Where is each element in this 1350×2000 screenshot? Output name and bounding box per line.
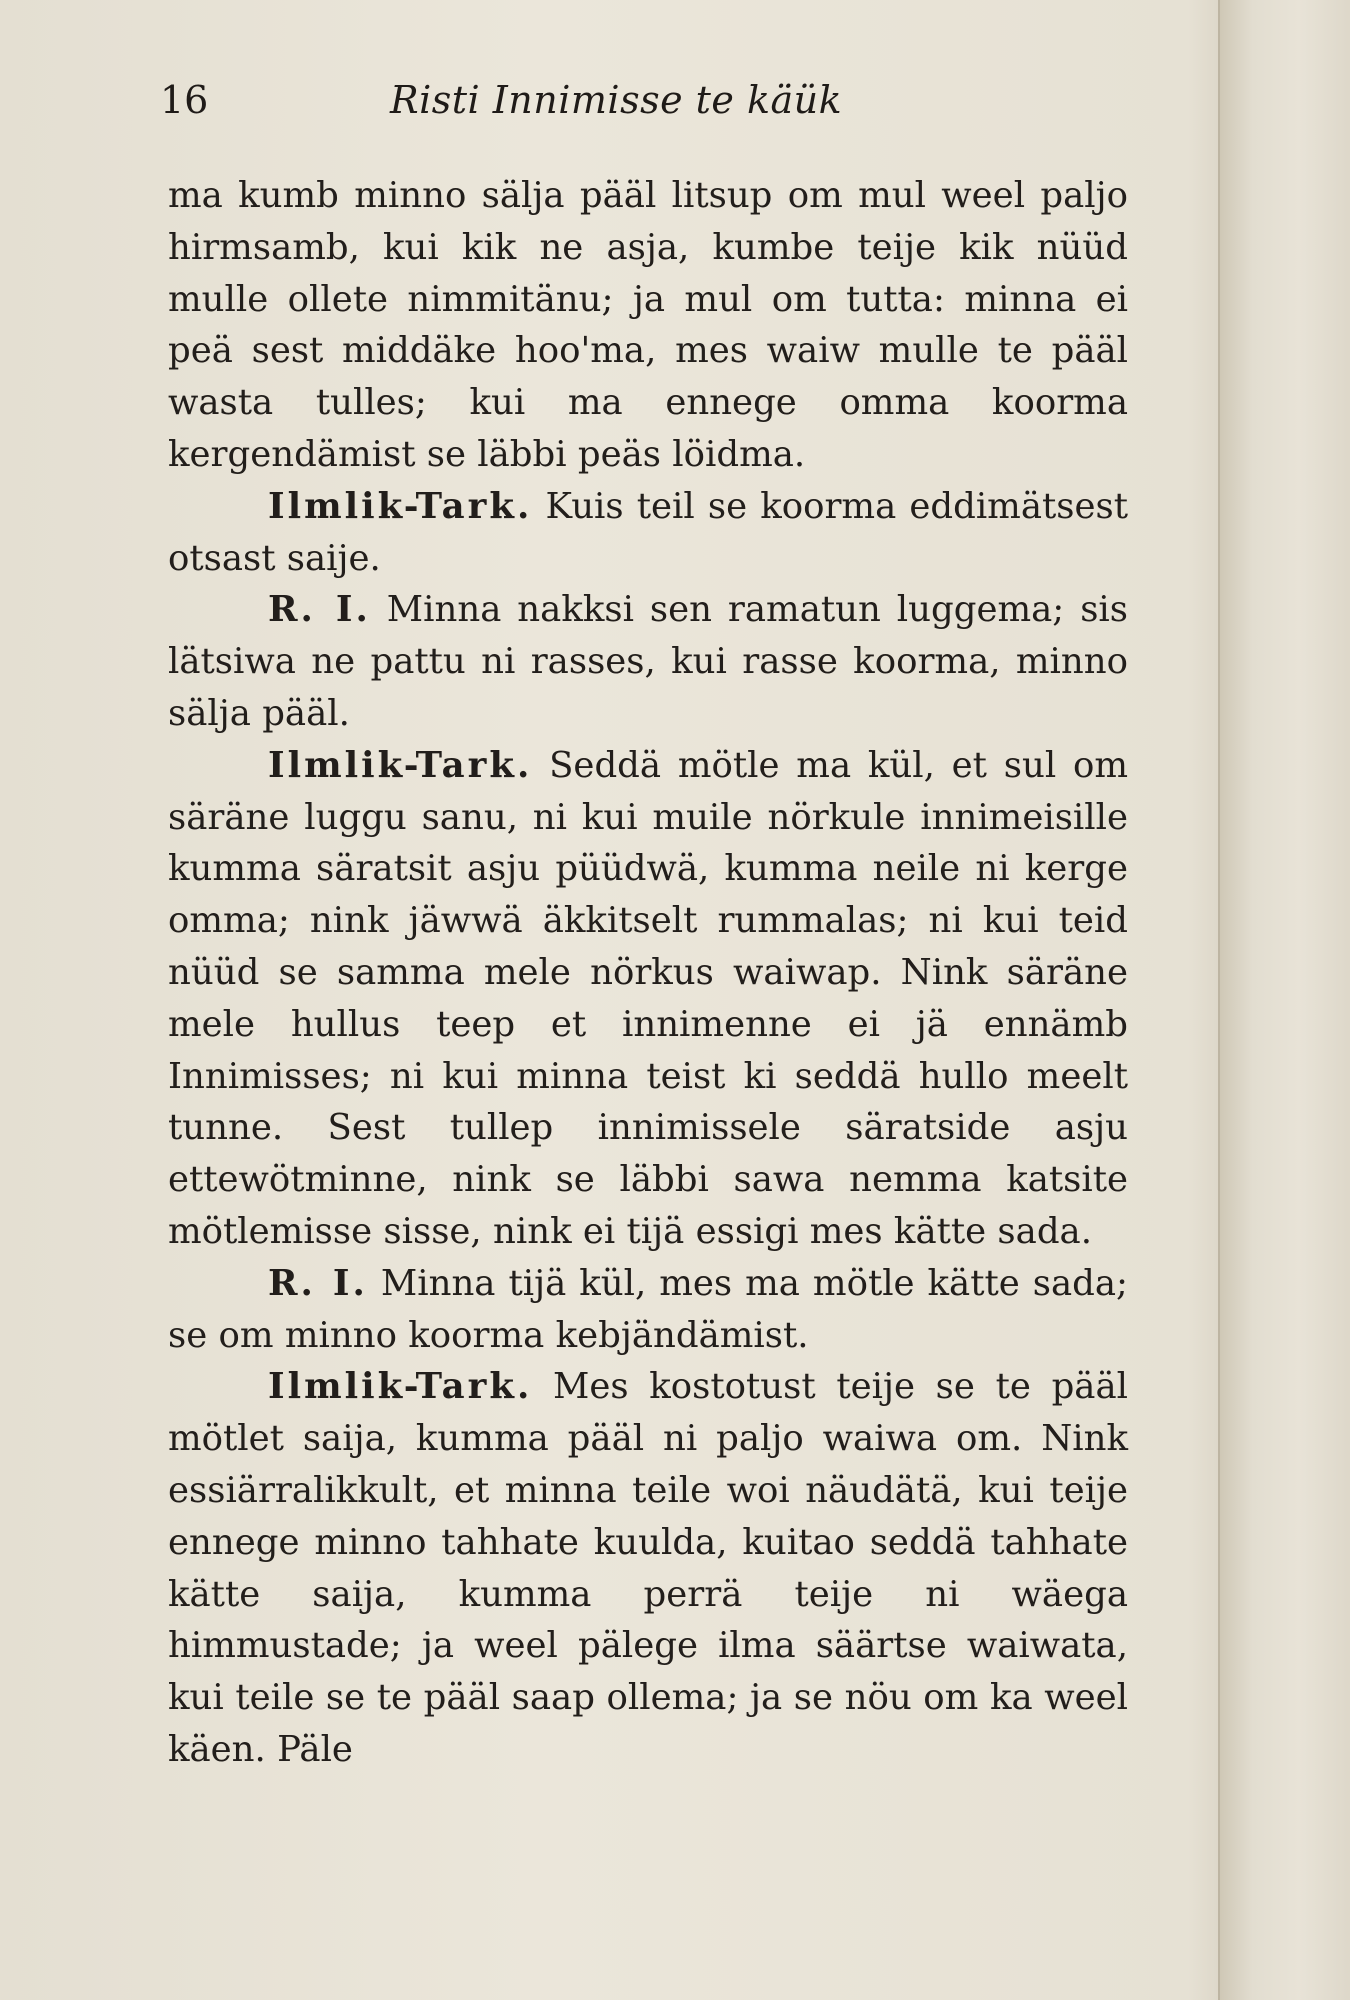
paragraph-text: Minna nakksi sen ramatun luggema; sis lätsiwa ne pattu ni rasses, kui rasse koorma, minno sälja pääl. [168,589,1128,734]
page-header [160,78,1160,138]
paragraph [168,740,1128,1258]
paragraph-text: ma kumb minno sälja pääl litsup om mul weel paljo hirmsamb, kui kik ne asja, kumbe teije kik nüüd mulle ollete nimmitänu; ja mul om tutta: minna ei peä sest middäke hoo'ma, mes waiw mulle te pääl wasta tulles; kui ma ennege omma koorma kergendämist se läbbi peäs löidma. [168,175,1128,475]
speaker-label: R. I. [268,1262,368,1304]
paragraph-text: Seddä mötle ma kül, et sul om säräne luggu sanu, ni kui muile nörkule innimeisille kumma säratsit asju püüdwä, kumma neile ni kerge omma; nink jäwwä äkkitselt rummalas; ni kui teid nüüd se samma mele nörkus waiwap. Nink säräne mele hullus teep et innimenne ei jä ennämb Innimisses; ni kui minna teist ki seddä hullo meelt tunne. Sest tullep innimissele säratside asju ettewötminne, nink se läbbi sawa nemma katsite mötlemisse sisse, nink ei tijä essigi mes kätte sada. [168,744,1128,1252]
speaker-label: Ilmlik-Tark. [268,1366,533,1408]
facing-page-edge [1218,0,1350,2000]
paragraph [168,1258,1128,1362]
paragraph-text: Minna tijä kül, mes ma mötle kätte sada; se om minno koorma kebjändämist. [168,1262,1128,1356]
page-number: 16 [160,78,209,122]
body-text [168,170,1128,1776]
paragraph [168,481,1128,585]
paragraph [168,584,1128,739]
speaker-label: Ilmlik-Tark. [268,744,533,786]
paragraph-text: Kuis teil se koorma eddimätsest otsast saije. [168,485,1128,579]
speaker-label: Ilmlik-Tark. [268,485,533,527]
paragraph [168,170,1128,481]
paragraph [168,1361,1128,1775]
paragraph-text: Mes kostotust teije se te pääl mötlet saija, kumma pääl ni paljo waiwa om. Nink essiärralikkult, et minna teile woi näudätä, kui teije ennege minno tahhate kuulda, kuitao seddä tahhate kätte saija, kumma perrä teije ni wäega himmustade; ja weel pälege ilma säärtse waiwata, kui teile se te pääl saap ollema; ja se nöu om ka weel käen. Päle [168,1366,1128,1770]
speaker-label: R. I. [268,589,371,631]
running-title: Risti Innimisse te käük [390,78,843,122]
